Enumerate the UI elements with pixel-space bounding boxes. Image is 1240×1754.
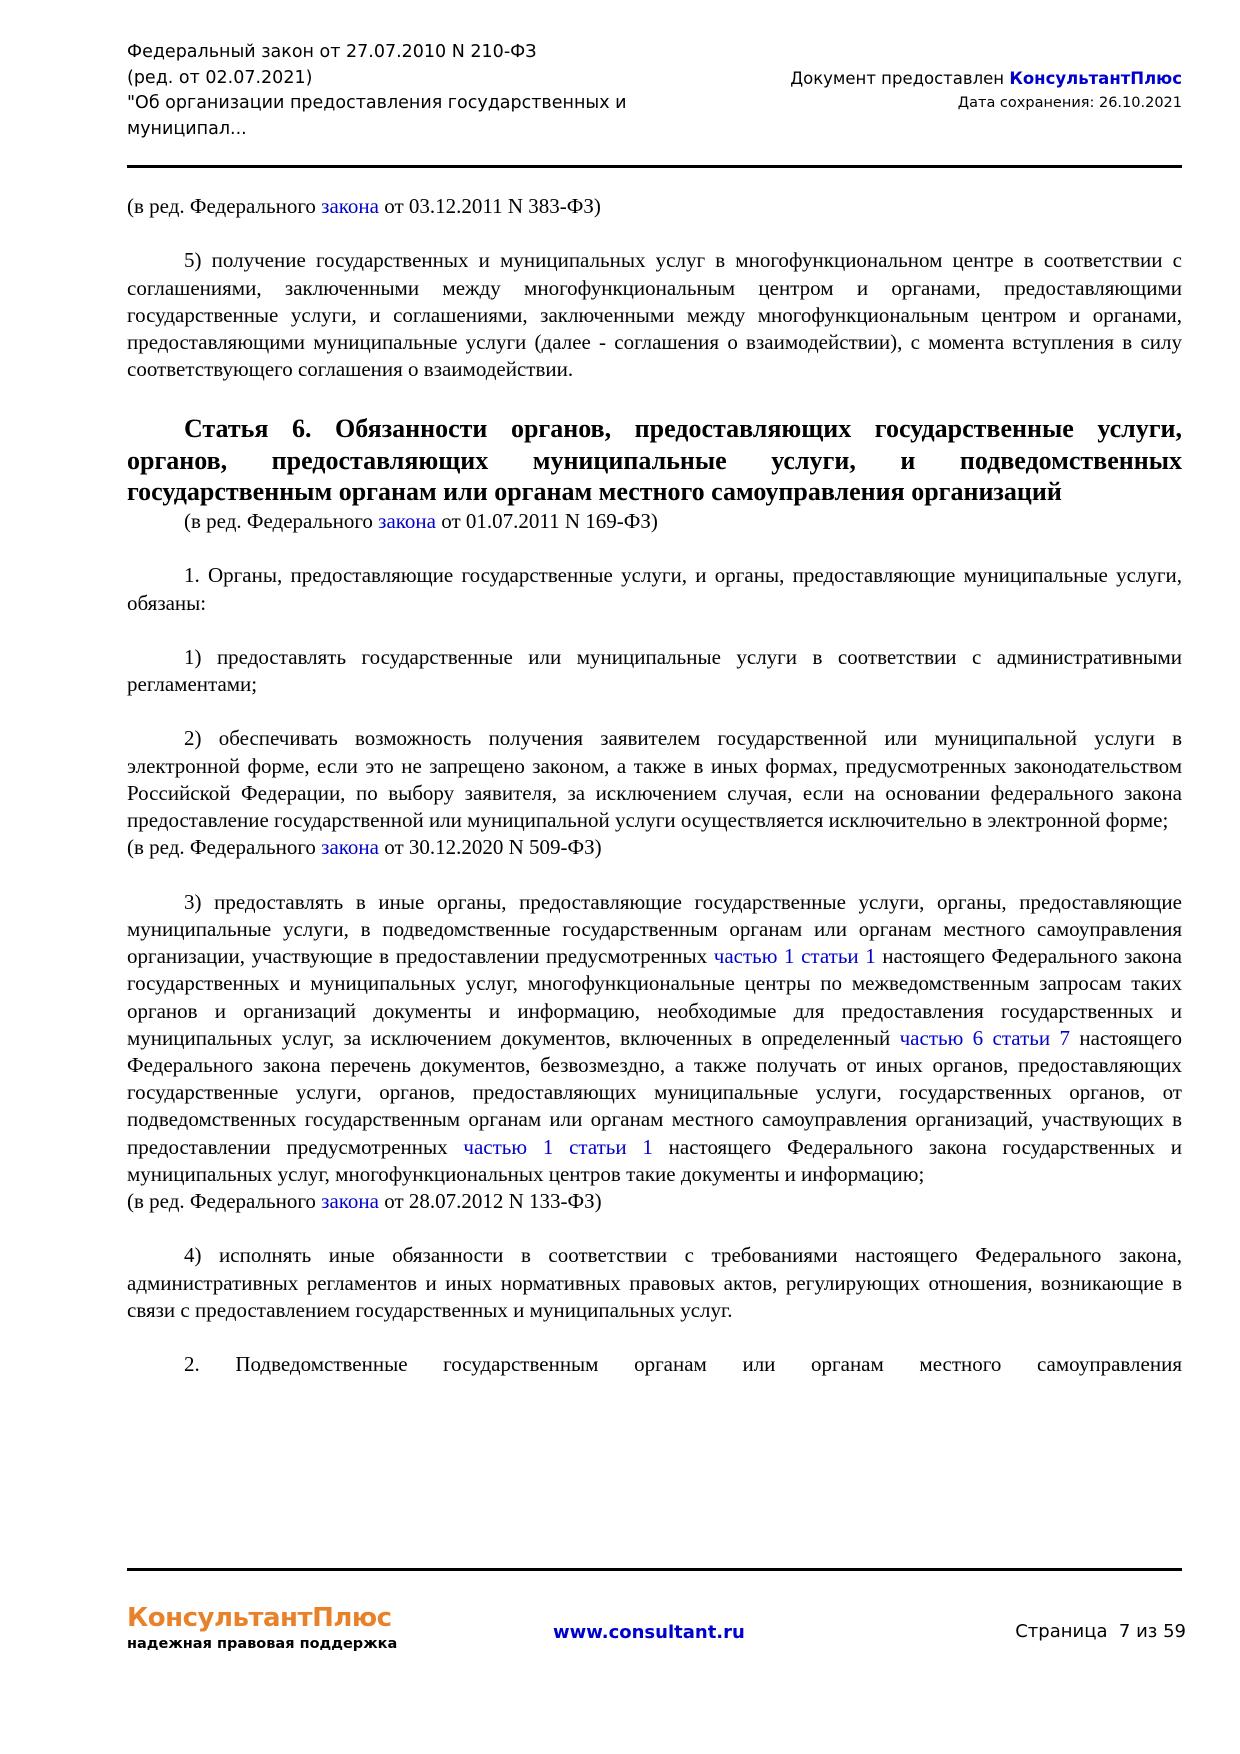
text: 3) предоставлять в иные органы, предоставляющие государственные услуги, органы, предоставляющие муниципальные услуги, в подведомственные государственным органам или органам местного самоуправления организации, участвующие в предоставлении предусмотренных: [127, 889, 1182, 969]
website-link[interactable]: www.consultant.ru: [553, 1622, 745, 1643]
note-text: (в ред. Федерального: [127, 194, 322, 218]
edition-note: [127, 193, 1182, 220]
edition-note: [127, 834, 1182, 861]
header-divider: [127, 165, 1182, 168]
provider-info: [790, 66, 1182, 116]
document-body: [127, 193, 1182, 1378]
note-text: от 01.07.2011 N 169-ФЗ): [435, 508, 658, 533]
text: настоящего Федерального закона перечень документов, безвозмездно, а также получать от иных органов, предоставляющих государственные услуги, органов, предоставляющих муниципальные услуги, государственных органов, от подведомственных государственным органам или органам местного самоуправления организаций, участвующих в предоставлении предусмотренных: [127, 1025, 1183, 1159]
footer-logo: [127, 1602, 397, 1654]
paragraph-5: 5) получение государственных и муниципальных услуг в многофункциональном центре в соответствии с соглашениями, заключенными между многофункциональным центром и органами, предоставляющими государственные услуги, и соглашениями, заключенными между многофункциональным центром и органами, предоставляющими муниципальные услуги (далее - соглашения о взаимодействии), с момента вступления в силу соответствующего соглашения о взаимодействии.: [127, 248, 1182, 382]
edition-note: [127, 1188, 1182, 1215]
section-1: 1. Органы, предоставляющие государственные услуги, и органы, предоставляющие муниципальные услуги, обязаны:: [127, 563, 1182, 615]
save-date: Дата сохранения: 26.10.2021: [957, 95, 1182, 111]
item-1: 1) предоставлять государственные или муниципальные услуги в соответствии с административными регламентами;: [127, 644, 1182, 697]
article-link[interactable]: частью 1 статьи 1: [463, 1134, 653, 1159]
page-number: Страница 7 из 59: [1015, 1621, 1186, 1642]
title-line: Федеральный закон от 27.07.2010 N 210-ФЗ: [127, 42, 537, 62]
title-line: (ред. от 02.07.2021): [127, 67, 313, 88]
brand-link[interactable]: КонсультантПлюс: [1009, 69, 1182, 88]
edition-note: [127, 508, 1182, 535]
note-text: от 28.07.2012 N 133-ФЗ): [378, 1188, 602, 1213]
text: настоящего Федерального закона государственных и муниципальных услуг, многофункциональных центров такие документы и информацию;: [127, 1134, 1183, 1186]
item-3: [127, 889, 1182, 1188]
title-line: муниципал...: [127, 118, 247, 139]
footer-divider: [127, 1568, 1182, 1571]
document-title: [127, 40, 687, 142]
brand-tagline: надежная правовая поддержка: [127, 1636, 398, 1652]
law-link[interactable]: закона: [321, 835, 379, 860]
note-text: (в ред. Федерального: [127, 835, 322, 860]
article-heading: Статья 6. Обязанности органов, предоставляющих государственные услуги, органов, предоставляющих муниципальные услуги, и подведомственных государственным органам или органам местного самоуправления организаций: [127, 414, 1182, 507]
item-2: 2) обеспечивать возможность получения заявителем государственной или муниципальной услуги в электронной форме, если это не запрещено законом, а также в иных формах, предусмотренных законодательством Российской Федерации, по выбору заявителя, за исключением случая, если на основании федерального закона предоставление государственной или муниципальной услуги осуществляется исключительно в электронной форме;: [127, 726, 1182, 833]
note-text: (в ред. Федерального: [184, 508, 379, 533]
law-link[interactable]: закона: [321, 194, 379, 218]
law-link[interactable]: закона: [321, 1188, 379, 1213]
section-2: 2. Подведомственные государственным органам или органам местного самоуправления: [184, 1352, 1182, 1377]
note-text: от 30.12.2020 N 509-ФЗ): [378, 835, 602, 860]
brand-logo: КонсультантПлюс: [127, 1603, 392, 1633]
title-line: "Об организации предоставления государственных и: [127, 93, 627, 113]
provided-by-label: Документ предоставлен: [790, 69, 1010, 88]
item-4: 4) исполнять иные обязанности в соответствии с требованиями настоящего Федерального закона, административных регламентов и иных нормативных правовых актов, регулирующих отношения, возникающие в связи с предоставлением государственных и муниципальных услуг.: [127, 1243, 1182, 1322]
article-link[interactable]: частью 1 статьи 1: [713, 944, 876, 969]
note-text: (в ред. Федерального: [127, 1188, 322, 1213]
note-text: от 03.12.2011 N 383-ФЗ): [378, 194, 601, 218]
text: настоящего Федерального закона государственных и муниципальных услуг, многофункциональные центры по межведомственным запросам таких органов и организаций документы и информацию, необходимые для предоставления государственных и муниципальных услуг, за исключением документов, включенных в определенный: [127, 944, 1182, 1050]
law-link[interactable]: закона: [378, 508, 436, 533]
article-link[interactable]: частью 6 статьи 7: [899, 1025, 1070, 1050]
